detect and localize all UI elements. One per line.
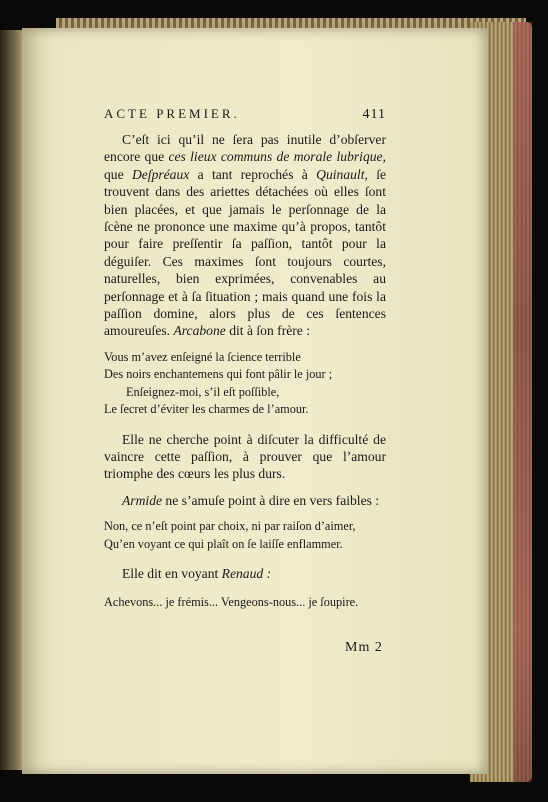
paragraph-2: Elle ne cherche point à diſcuter la difficulté de vaincre cette paſſion, à prouver que l’amour triomphe des cœurs les plus durs. [104,431,386,482]
verse-line: Enſeignez-moi, s’il eſt poſſible, [126,384,280,399]
paragraph-3 [104,492,386,509]
paragraph-4 [104,565,386,582]
italic-run: Deſpréaux [131,166,190,182]
verse-line: Vous m’avez enſeigné la ſcience terrible [104,349,301,364]
text-run: , ſe trouvent dans des ariettes détachées où elles ſont bien placées, et que jamais le perſonnage de la ſcène ne prononce une maxime qu’à propos, tantôt pour faire preſſentir ſa paſſion, tantôt pour la déguiſer. Ces maximes ſont toujours courtes, naturelles, bien exprimées, convenables au perſonnage et à ſa ſituation ; mais quand une fois la paſſion domine, alors plus de ces ſentences amoureuſes. [104,166,386,339]
text-run: Elle dit en voyant [122,565,222,581]
verse-line: Des noirs enchantemens qui font pâlir le jour ; [104,367,333,382]
text-run: ne s’amuſe point à dire en vers faibles : [162,492,380,508]
italic-run: Armide [122,492,163,508]
text-run: , que [104,149,386,182]
text-run: dit à ſon frère : [225,323,310,339]
verse-line: Qu’en voyant ce qui plaît on ſe laiſſe enflammer. [104,536,343,551]
page-text-block [104,106,386,612]
paragraph-1 [104,131,386,340]
signature-mark: Mm 2 [345,640,383,655]
italic-run: Arcabone [173,323,226,339]
page-number: 411 [362,107,386,122]
running-title: ACTE PREMIER. [104,106,240,121]
italic-run: Renaud : [221,565,272,581]
verse-line: Non, ce n’eſt point par choix, ni par raiſon d’aimer, [104,519,356,534]
verse-line: Achevons... je frémis... Vengeons-nous... je ſoupire. [104,595,359,610]
book-page [22,28,488,774]
italic-run: Quinault [316,166,365,182]
text-run: a tant reprochés à [189,166,317,182]
italic-run: ces lieux communs de morale lubrique [168,149,383,165]
text-run: C’eſt ici qu’il ne ſera pas inutile d’obſerver encore que [104,132,386,165]
verse-line: Le ſecret d’éviter les charmes de l’amour. [104,402,309,417]
running-header [104,106,386,123]
